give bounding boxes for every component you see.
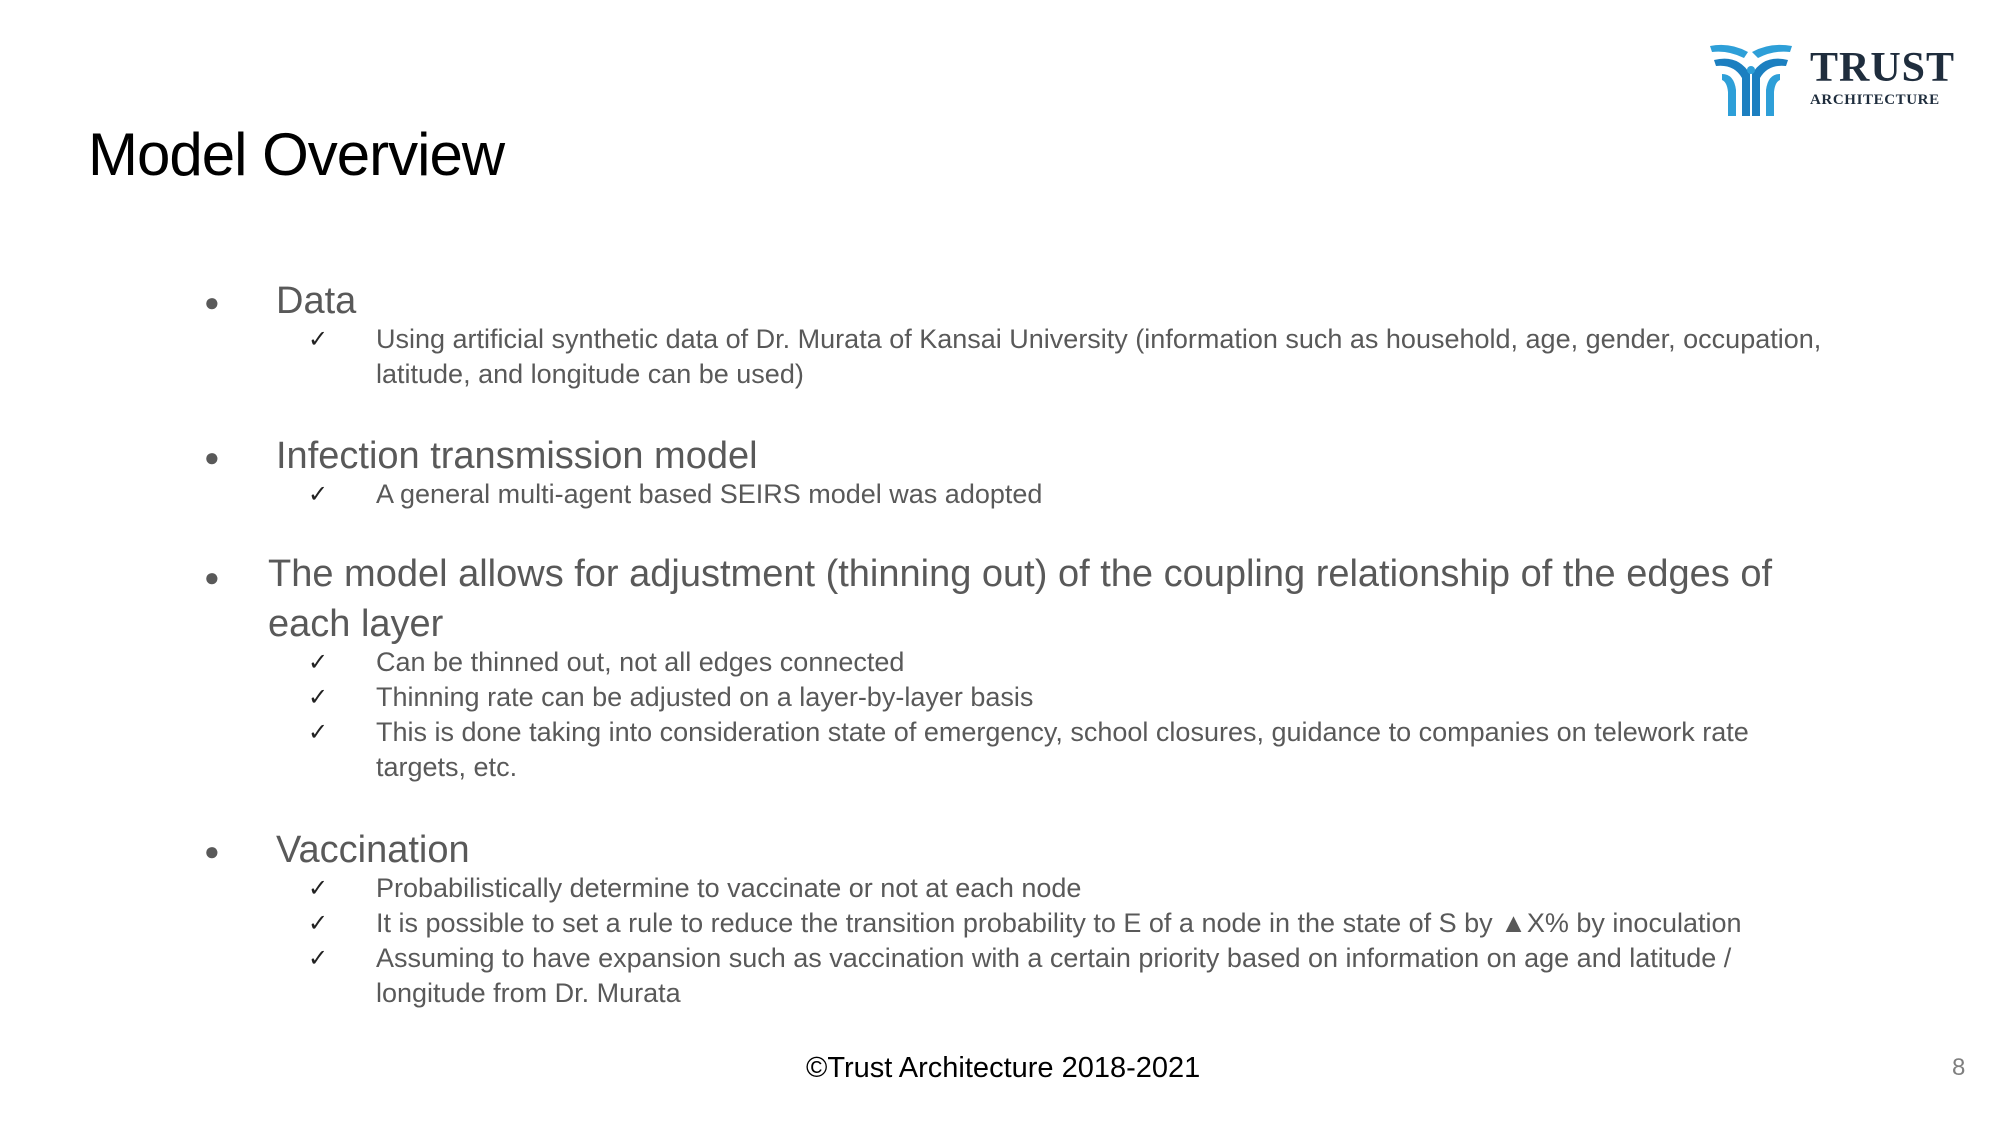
checkmark-icon: ✓ — [308, 719, 329, 746]
bullet-icon: ● — [204, 442, 220, 472]
item-text: Thinning rate can be adjusted on a layer-by-layer basis — [376, 682, 1034, 712]
checkmark-icon: ✓ — [308, 910, 329, 937]
item-text: A general multi-agent based SEIRS model was adopted — [376, 479, 1043, 509]
checkmark-icon: ✓ — [308, 326, 329, 353]
trust-architecture-logo — [1708, 40, 1968, 120]
checkmark-icon: ✓ — [308, 481, 329, 508]
item-text: Assuming to have expansion such as vaccination with a certain priority based on information on age and latitude / longitude from Dr. Murata — [376, 943, 1732, 1008]
bullet-icon: ● — [204, 836, 220, 866]
bullet-icon: ● — [204, 287, 220, 317]
section-heading: Vaccination — [276, 829, 470, 871]
checkmark-icon: ✓ — [308, 875, 329, 902]
item-text: This is done taking into consideration state of emergency, school closures, guidance to companies on telework rate targets, etc. — [376, 717, 1749, 782]
logo-mark-icon — [1708, 40, 1794, 116]
item-text: Can be thinned out, not all edges connected — [376, 647, 905, 677]
item-text: Probabilistically determine to vaccinate or not at each node — [376, 873, 1082, 903]
logo-name: TRUST — [1810, 45, 1956, 91]
item-text: Using artificial synthetic data of Dr. Murata of Kansai University (information such as household, age, gender, occupation, latitude, and longitude can be used) — [376, 324, 1822, 389]
slide-title: Model Overview — [88, 121, 505, 188]
section-heading: Data — [276, 280, 357, 322]
page-number: 8 — [1952, 1054, 1966, 1081]
checkmark-icon: ✓ — [308, 684, 329, 711]
logo-wordmark — [1810, 45, 1956, 110]
logo-subname: ARCHITECTURE — [1810, 92, 1940, 108]
copyright-footer: ©Trust Architecture 2018-2021 — [806, 1052, 1201, 1084]
checkmark-icon: ✓ — [308, 649, 329, 676]
bullet-icon: ● — [204, 562, 220, 592]
item-text: It is possible to set a rule to reduce the transition probability to E of a node in the state of S by ▲X% by inoculation — [376, 908, 1742, 938]
checkmark-icon: ✓ — [308, 945, 329, 972]
section-heading: Infection transmission model — [276, 435, 758, 477]
section-heading: The model allows for adjustment (thinning out) of the coupling relationship of the edges of each layer — [268, 553, 1773, 645]
